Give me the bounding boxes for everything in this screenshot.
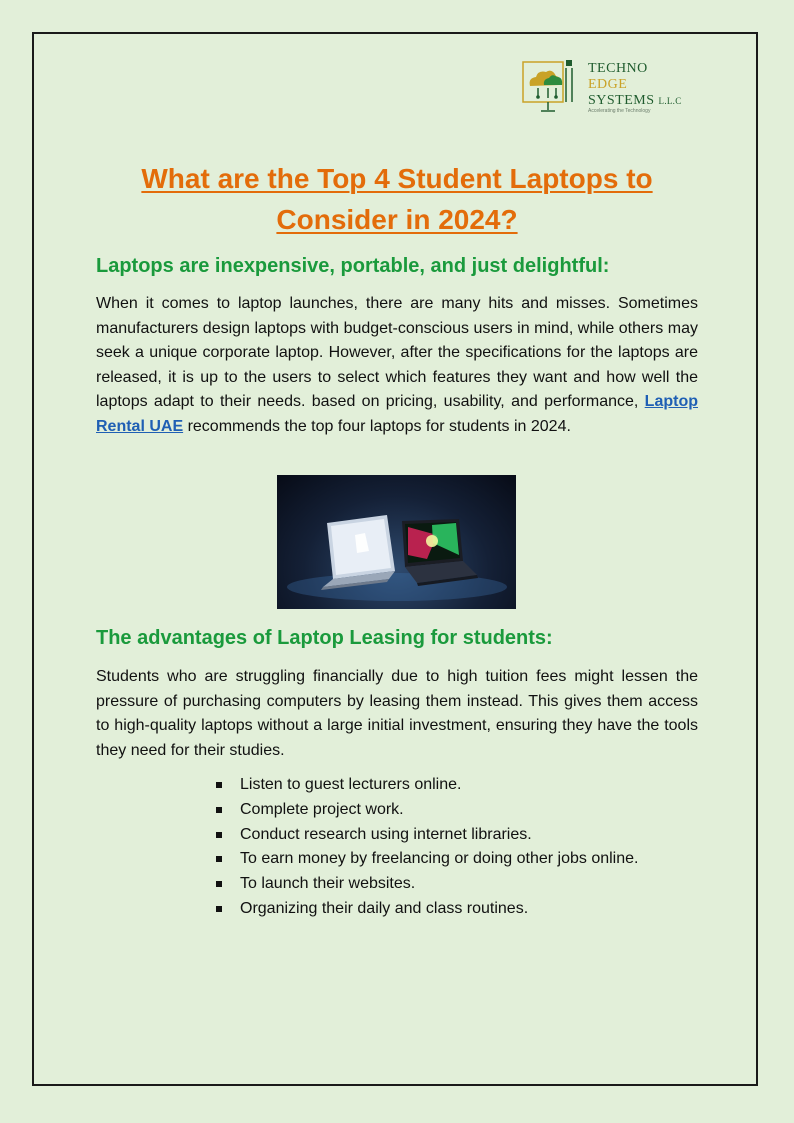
advantages-paragraph: Students who are struggling financially due to high tuition fees might lessen the pressure of purchasing computers by leasing them instead. This gives them access to high-quality laptops without a large initial investment, ensuring they have the tools they need for their studies. xyxy=(96,668,698,759)
bullet-square-icon xyxy=(216,856,222,862)
bullet-square-icon xyxy=(216,782,222,788)
bullet-square-icon xyxy=(216,881,222,887)
bullet-square-icon xyxy=(216,906,222,912)
list-item: To launch their websites. xyxy=(216,872,638,897)
list-item: Listen to guest lecturers online. xyxy=(216,773,638,798)
section-heading-advantages: The advantages of Laptop Leasing for students: xyxy=(96,627,553,649)
company-logo xyxy=(522,58,702,116)
laptops-image xyxy=(277,475,516,609)
logo-llc: L.L.C xyxy=(658,96,682,106)
logo-text-edge: EDGE xyxy=(588,77,628,92)
list-item: To earn money by freelancing or doing other jobs online. xyxy=(216,847,638,872)
two-laptops-photo xyxy=(277,475,516,609)
list-item: Conduct research using internet libraries. xyxy=(216,823,638,848)
bullet-square-icon xyxy=(216,807,222,813)
bullet-square-icon xyxy=(216,832,222,838)
logo-tagline: Accelerating the Technology xyxy=(588,108,651,114)
intro-paragraph: When it comes to laptop launches, there are many hits and misses. Sometimes manufacturers design laptops with budget-conscious users in mind, while others may seek a unique corporate laptop. However, after the specifications for the laptops are released, it is up to the users to select which features they want and how well the laptops adapt to their needs. based on pricing, usability, and performance, Laptop Rental UAE recommends the top four laptops for students in 2024. xyxy=(96,295,698,435)
list-item: Complete project work. xyxy=(216,798,638,823)
advantages-list xyxy=(216,773,638,922)
laptop-rental-uae-link[interactable]: Laptop Rental UAE xyxy=(96,393,698,435)
cloud-monitor-icon xyxy=(522,58,584,116)
section-heading-laptops: Laptops are inexpensive, portable, and just delightful: xyxy=(96,255,610,277)
logo-text-systems: SYSTEMS L.L.C xyxy=(588,93,682,108)
list-item: Organizing their daily and class routines. xyxy=(216,897,638,922)
logo-text-techno: TECHNO xyxy=(588,61,648,76)
page-title: What are the Top 4 Student Laptops to Consider in 2024? xyxy=(141,163,653,235)
